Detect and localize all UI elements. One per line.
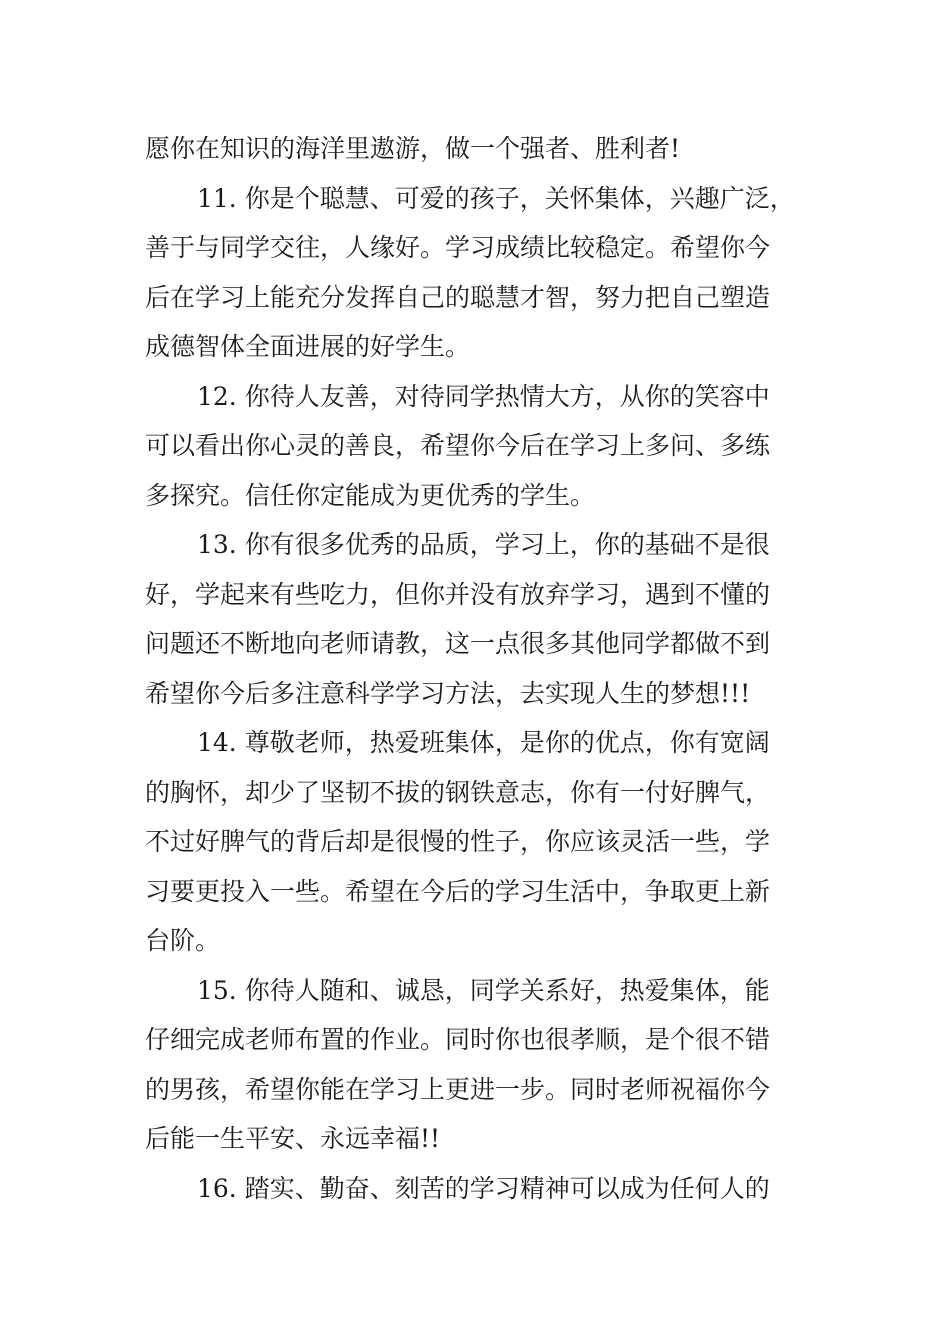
text-line: 好，学起来有些吃力，但你并没有放弃学习，遇到不懂的 bbox=[145, 579, 771, 609]
text-line: 仔细完成老师布置的作业。同时你也很孝顺，是个很不错 bbox=[145, 1025, 771, 1054]
text-line: 愿你在知识的海洋里遨游，做一个强者、胜利者! bbox=[145, 134, 681, 163]
text-line: 的男孩，希望你能在学习上更进一步。同时老师祝福你今 bbox=[145, 1074, 771, 1104]
text-line: 善于与同学交往，人缘好。学习成绩比较稳定。希望你今 bbox=[145, 233, 771, 262]
text-line: 成德智体全面进展的好学生。 bbox=[145, 332, 471, 361]
paragraph-14-first-line: 14. 尊敬老师，热爱班集体，是你的优点，你有宽阔 bbox=[197, 728, 770, 757]
text-line: 台阶。 bbox=[145, 926, 221, 955]
text-line: 不过好脾气的背后却是很慢的性子，你应该灵活一些，学 bbox=[145, 827, 771, 856]
text-line: 多探究。信任你定能成为更优秀的学生。 bbox=[145, 480, 596, 510]
text-line: 可以看出你心灵的善良，希望你今后在学习上多问、多练 bbox=[145, 431, 771, 460]
paragraph-13-first-line: 13. 你有很多优秀的品质，学习上，你的基础不是很 bbox=[197, 530, 770, 559]
text-line: 习要更投入一些。希望在今后的学习生活中，争取更上新 bbox=[145, 876, 771, 906]
document-body bbox=[145, 124, 810, 1213]
text-line: 后在学习上能充分发挥自己的聪慧才智，努力把自己塑造 bbox=[145, 282, 771, 312]
paragraph-11-first-line: 11. 你是个聪慧、可爱的孩子，关怀集体，兴趣广泛， bbox=[197, 183, 795, 213]
text-line: 问题还不断地向老师请教，这一点很多其他同学都做不到 bbox=[145, 629, 771, 658]
paragraph-15-first-line: 15. 你待人随和、诚恳，同学关系好，热爱集体，能 bbox=[197, 975, 770, 1005]
text-line: 的胸怀，却少了坚韧不拔的钢铁意志，你有一付好脾气， bbox=[145, 777, 771, 807]
text-line: 希望你今后多注意科学学习方法，去实现人生的梦想!!! bbox=[145, 678, 751, 708]
text-line: 后能一生平安、永远幸福!! bbox=[145, 1124, 441, 1153]
paragraph-12-first-line: 12. 你待人友善，对待同学热情大方，从你的笑容中 bbox=[197, 381, 770, 411]
paragraph-16-first-line: 16. 踏实、勤奋、刻苦的学习精神可以成为任何人的 bbox=[197, 1173, 770, 1203]
